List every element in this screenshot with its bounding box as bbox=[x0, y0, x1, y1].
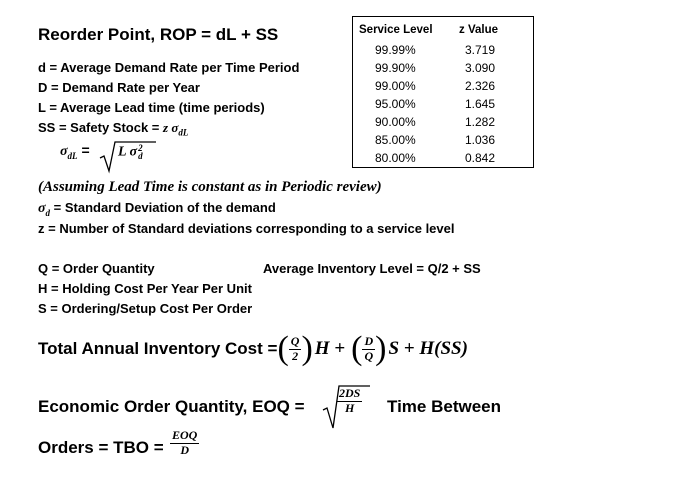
paren-open-2: ( bbox=[351, 330, 363, 367]
service-level-cell: 99.99% bbox=[375, 43, 416, 57]
avg-inventory-level: Average Inventory Level = Q/2 + SS bbox=[263, 261, 481, 276]
header-z-value: z Value bbox=[459, 24, 498, 36]
header-service-level: Service Level bbox=[359, 24, 433, 36]
def-l: L = Average Lead time (time periods) bbox=[38, 100, 265, 115]
total-cost-formula bbox=[38, 328, 468, 370]
eoq-fraction: $\frac{2DS}{H}$ bbox=[339, 386, 361, 415]
term-h-plus: H + bbox=[314, 338, 346, 359]
def-ss bbox=[38, 120, 188, 138]
z-value-cell: 1.282 bbox=[465, 115, 496, 129]
z-value-table bbox=[352, 16, 534, 168]
assumption-note: (Assuming Lead Time is constant as in Periodic review) bbox=[38, 179, 382, 195]
service-level-cell: 99.90% bbox=[375, 61, 416, 75]
sigma-d-def: $\sigma_d$ = Standard Deviation of the demand bbox=[38, 200, 276, 218]
service-level-cell: 85.00% bbox=[375, 133, 416, 147]
z-value-cell: 3.719 bbox=[465, 43, 496, 57]
paren-open-1: ( bbox=[277, 330, 289, 367]
z-value-cell: 1.036 bbox=[465, 133, 496, 147]
eoq-label: Economic Order Quantity, EOQ = bbox=[38, 397, 305, 416]
paren-close-2: ) bbox=[375, 330, 387, 367]
def-h: H = Holding Cost Per Year Per Unit bbox=[38, 281, 252, 296]
term-s-plus-hss: S + H(SS) bbox=[388, 338, 468, 359]
time-between-label: Time Between bbox=[387, 397, 502, 416]
def-s: S = Ordering/Setup Cost Per Order bbox=[38, 301, 253, 316]
service-level-cell: 80.00% bbox=[375, 151, 416, 165]
rop-title: Reorder Point, ROP = dL + SS bbox=[38, 25, 279, 44]
sigma-dl-lhs: $\sigma_{dL}$ bbox=[60, 144, 78, 161]
sigma-dl-rhs: L σ 2 d bbox=[118, 143, 143, 162]
def-q: Q = Order Quantity bbox=[38, 261, 155, 276]
fraction-d-over-q: $\frac{D}{Q}$ bbox=[364, 333, 374, 363]
tbo-label: Orders = TBO = bbox=[38, 438, 164, 457]
sigma-eq-sign: = bbox=[81, 142, 90, 158]
def-d: d = Average Demand Rate per Time Period bbox=[38, 60, 300, 75]
tbo-fraction: EOQ D bbox=[172, 428, 198, 457]
service-level-cell: 90.00% bbox=[375, 115, 416, 129]
sigma-dl-formula bbox=[60, 142, 90, 161]
ss-formula: z $\sigma_{dL}$ bbox=[163, 120, 189, 138]
paren-close-1: ) bbox=[301, 330, 313, 367]
z-value-cell: 2.326 bbox=[465, 79, 496, 93]
z-def: z = Number of Standard deviations corresponding to a service level bbox=[38, 221, 455, 236]
fraction-q-over-2: $\frac{Q}{2}$ bbox=[290, 333, 300, 363]
def-big-d: D = Demand Rate per Year bbox=[38, 80, 200, 95]
def-ss-label: SS = Safety Stock = bbox=[38, 120, 164, 135]
z-value-cell: 1.645 bbox=[465, 97, 496, 111]
service-level-cell: 99.00% bbox=[375, 79, 416, 93]
z-value-cell: 3.090 bbox=[465, 61, 496, 75]
service-level-cell: 95.00% bbox=[375, 97, 416, 111]
sigma-d-symbol: $\sigma_d$ bbox=[38, 201, 51, 218]
total-cost-label: Total Annual Inventory Cost = bbox=[38, 339, 278, 358]
z-value-cell: 0.842 bbox=[465, 151, 496, 165]
